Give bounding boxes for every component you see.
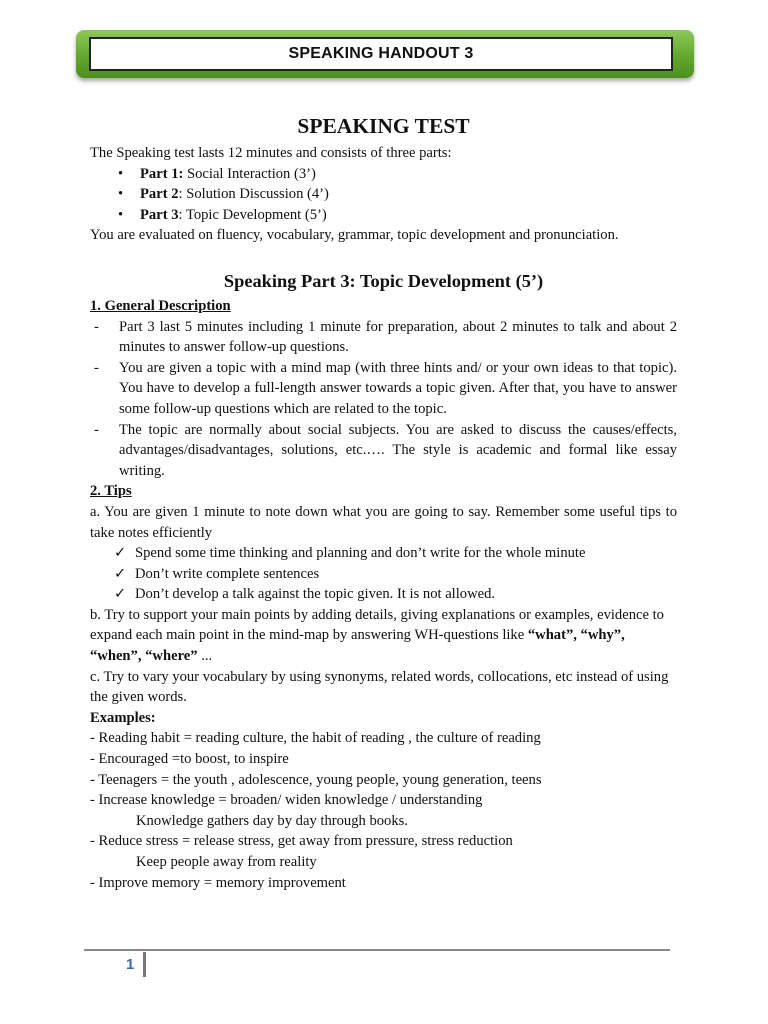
bullet-icon: • (118, 186, 124, 203)
tip-c: c. Try to vary your vocabulary by using synonyms, related words, collocations, etc instead of using the given words. (90, 668, 669, 706)
intro-text: The Speaking test lasts 12 minutes and consists of three parts: (90, 145, 452, 161)
checkmark-icon: ✓ (114, 545, 127, 562)
part-label: Part 3 (140, 206, 179, 223)
list-item (118, 164, 677, 185)
list-item (114, 584, 677, 605)
list-item (90, 420, 677, 482)
part-label: Part 2 (140, 186, 179, 203)
list-item-text: Part 3 last 5 minutes including 1 minute for preparation, about 2 minutes to talk and about 2 minutes to answer follow-up questions. (119, 318, 677, 356)
checklist (90, 543, 677, 605)
wh-questions: “what”, “why”, “when”, “where” (90, 627, 625, 665)
list-item (114, 543, 677, 564)
part-text: Social Interaction (3’) (183, 165, 316, 182)
example-line: Keep people away from reality (136, 854, 317, 870)
part-text: : Topic Development (5’) (178, 206, 327, 223)
examples-heading-text: Examples: (90, 709, 156, 726)
page-number-bar (143, 952, 146, 977)
dash-icon: - (94, 421, 99, 438)
part-text: : Solution Discussion (4’) (178, 186, 329, 203)
list-item (114, 564, 677, 585)
list-item (90, 317, 677, 358)
list-item (90, 358, 677, 420)
example-line: - Encouraged =to boost, to inspire (90, 751, 289, 768)
list-item-text: You are given a topic with a mind map (with three hints and/ or your own ideas to that topic). You have to develop a full-length answer towards a topic given. After that, you have to answer some follow-up questions which are related to the topic. (119, 359, 677, 417)
page-title: SPEAKING TEST (297, 114, 470, 138)
general-description-list (90, 317, 677, 482)
list-item-text: Don’t write complete sentences (135, 565, 320, 582)
list-item (118, 184, 677, 205)
banner-title: SPEAKING HANDOUT 3 (89, 37, 673, 71)
tip-a: a. You are given 1 minute to note down what you are going to say. Remember some useful tips to take notes efficiently (90, 503, 677, 541)
footer-divider (84, 949, 670, 951)
tip-b (90, 605, 677, 667)
list-item-text: Don’t develop a talk against the topic given. It is not allowed. (135, 586, 496, 603)
example-line: - Increase knowledge = broaden/ widen knowledge / understanding (90, 792, 483, 809)
example-line: - Reduce stress = release stress, get away from pressure, stress reduction (90, 833, 513, 850)
list-item-text: Spend some time thinking and planning and don’t write for the whole minute (135, 545, 586, 562)
dash-icon: - (94, 318, 99, 335)
list-item-text: The topic are normally about social subjects. You are asked to discuss the causes/effects, advantages/disadvantages, solutions, etc.…. The style is academic and formal like essay writing. (119, 421, 677, 479)
example-line: - Improve memory = memory improvement (90, 874, 346, 891)
tips-heading: 2. Tips (90, 483, 132, 500)
page-number: 1 (126, 956, 135, 973)
general-description-heading: 1. General Description (90, 297, 231, 314)
bullet-icon: • (118, 206, 124, 223)
example-line: - Teenagers = the youth , adolescence, young people, young generation, teens (90, 771, 542, 788)
document-body (90, 112, 677, 893)
header-banner (76, 30, 694, 78)
example-line: - Reading habit = reading culture, the habit of reading , the culture of reading (90, 730, 541, 747)
part-label: Part 1: (140, 165, 184, 182)
evaluation-text: You are evaluated on fluency, vocabulary, grammar, topic development and pronunciation. (90, 227, 619, 244)
example-line: Knowledge gathers day by day through books. (136, 812, 408, 829)
tip-b-text: b. Try to support your main points by adding details, giving explanations or examples, evidence to expand each main point in the mind-map by answering WH-questions like (90, 606, 664, 644)
parts-list (90, 164, 677, 226)
checkmark-icon: ✓ (114, 586, 127, 603)
section-title: Speaking Part 3: Topic Development (5’) (223, 270, 544, 291)
list-item (118, 205, 677, 226)
examples-heading (90, 708, 677, 729)
checkmark-icon: ✓ (114, 565, 127, 582)
tip-b-end: ... (197, 648, 213, 665)
bullet-icon: • (118, 165, 124, 182)
dash-icon: - (94, 359, 99, 376)
